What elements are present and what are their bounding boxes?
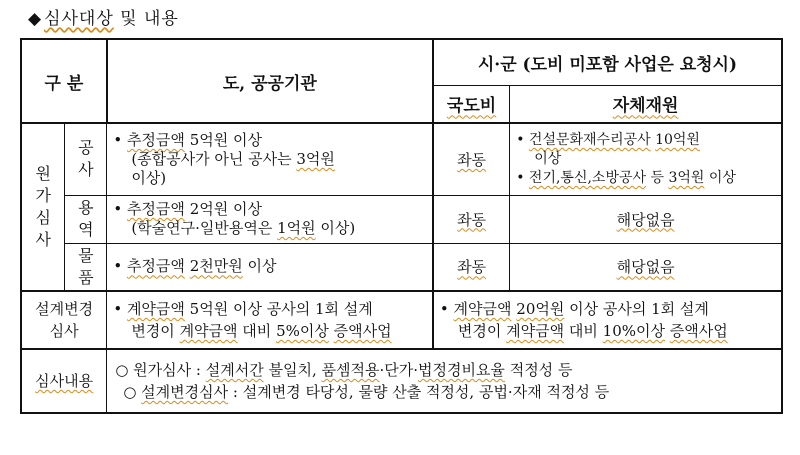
design-province-line: • 계약금액 5억원 이상 공사의 1회 설계 <box>113 300 373 318</box>
design-city-line: • 계약금액 20억원 이상 공사의 1회 설계 <box>439 300 709 318</box>
section-title <box>28 4 179 29</box>
construction-province <box>107 123 433 195</box>
review-content-line: ○ 원가심사 : 설계서간 불일치, 품셈적용·단가·법정경비요율 적정성 등 <box>115 361 573 379</box>
header-own-text: 자체재원 <box>612 96 679 117</box>
review-content-body <box>107 349 782 413</box>
construction-own <box>510 123 782 195</box>
national-value: 좌동 <box>457 150 487 169</box>
row-type-construction: 공 사 <box>65 123 107 195</box>
header-national-text: 국도비 <box>446 96 497 117</box>
review-content-label-text: 심사내용 <box>35 372 94 390</box>
province-line: 이상) <box>131 168 167 187</box>
header-city <box>433 39 782 85</box>
own-value: 해당없음 <box>616 258 675 277</box>
service-national <box>433 195 510 243</box>
header-province-text: 도, 공공기관 <box>222 73 317 94</box>
review-content-line: ○ 설계변경심사 : 설계변경 타당성, 물량 산출 적정성, 공법·자재 적정성 등 <box>123 383 610 401</box>
own-line: • 전기,통신,소방공사 등 3억원 이상 <box>516 169 736 186</box>
review-content-label <box>21 349 107 413</box>
design-change-label: 설계변경 심사 <box>21 291 107 349</box>
province-line: • 추정금액 2천만원 이상 <box>113 257 277 276</box>
goods-province <box>107 243 433 291</box>
service-province <box>107 195 433 243</box>
province-line: (종합공사가 아닌 공사는 3억원 <box>131 149 335 168</box>
header-national <box>433 85 510 123</box>
province-line: (학술연구·일반용역은 1억원 이상) <box>131 219 356 237</box>
province-line: • 추정금액 2억원 이상 <box>113 200 262 218</box>
title-rest: 및 내용 <box>113 9 179 29</box>
review-table <box>20 38 783 414</box>
header-own <box>510 85 782 123</box>
header-category: 구 분 <box>21 39 107 123</box>
national-value: 좌동 <box>457 210 487 229</box>
own-value: 해당없음 <box>616 210 675 229</box>
own-line: • 건설문화재수리공사 10억원 <box>516 131 700 148</box>
title-main: 심사대상 <box>44 9 114 29</box>
header-city-text: 시·군 (도비 미포함 사업은 요청시) <box>477 54 738 75</box>
design-change-city <box>433 291 782 349</box>
goods-own <box>510 243 782 291</box>
design-city-line: 변경이 계약금액 대비 10%이상 증액사업 <box>457 322 728 340</box>
national-value: 좌동 <box>457 258 487 277</box>
own-line: 이상 <box>534 150 562 167</box>
cost-review-label: 원 가 심 사 <box>21 123 65 291</box>
row-type-service: 용 역 <box>65 195 107 243</box>
construction-national <box>433 123 510 195</box>
header-province <box>107 39 433 123</box>
province-line: • 추정금액 5억원 이상 <box>113 130 262 149</box>
service-own <box>510 195 782 243</box>
design-province-line: 변경이 계약금액 대비 5%이상 증액사업 <box>131 322 392 340</box>
diamond-bullet-icon: ◆ <box>28 9 43 29</box>
row-type-goods: 물 품 <box>65 243 107 291</box>
goods-national <box>433 243 510 291</box>
design-change-province <box>107 291 433 349</box>
